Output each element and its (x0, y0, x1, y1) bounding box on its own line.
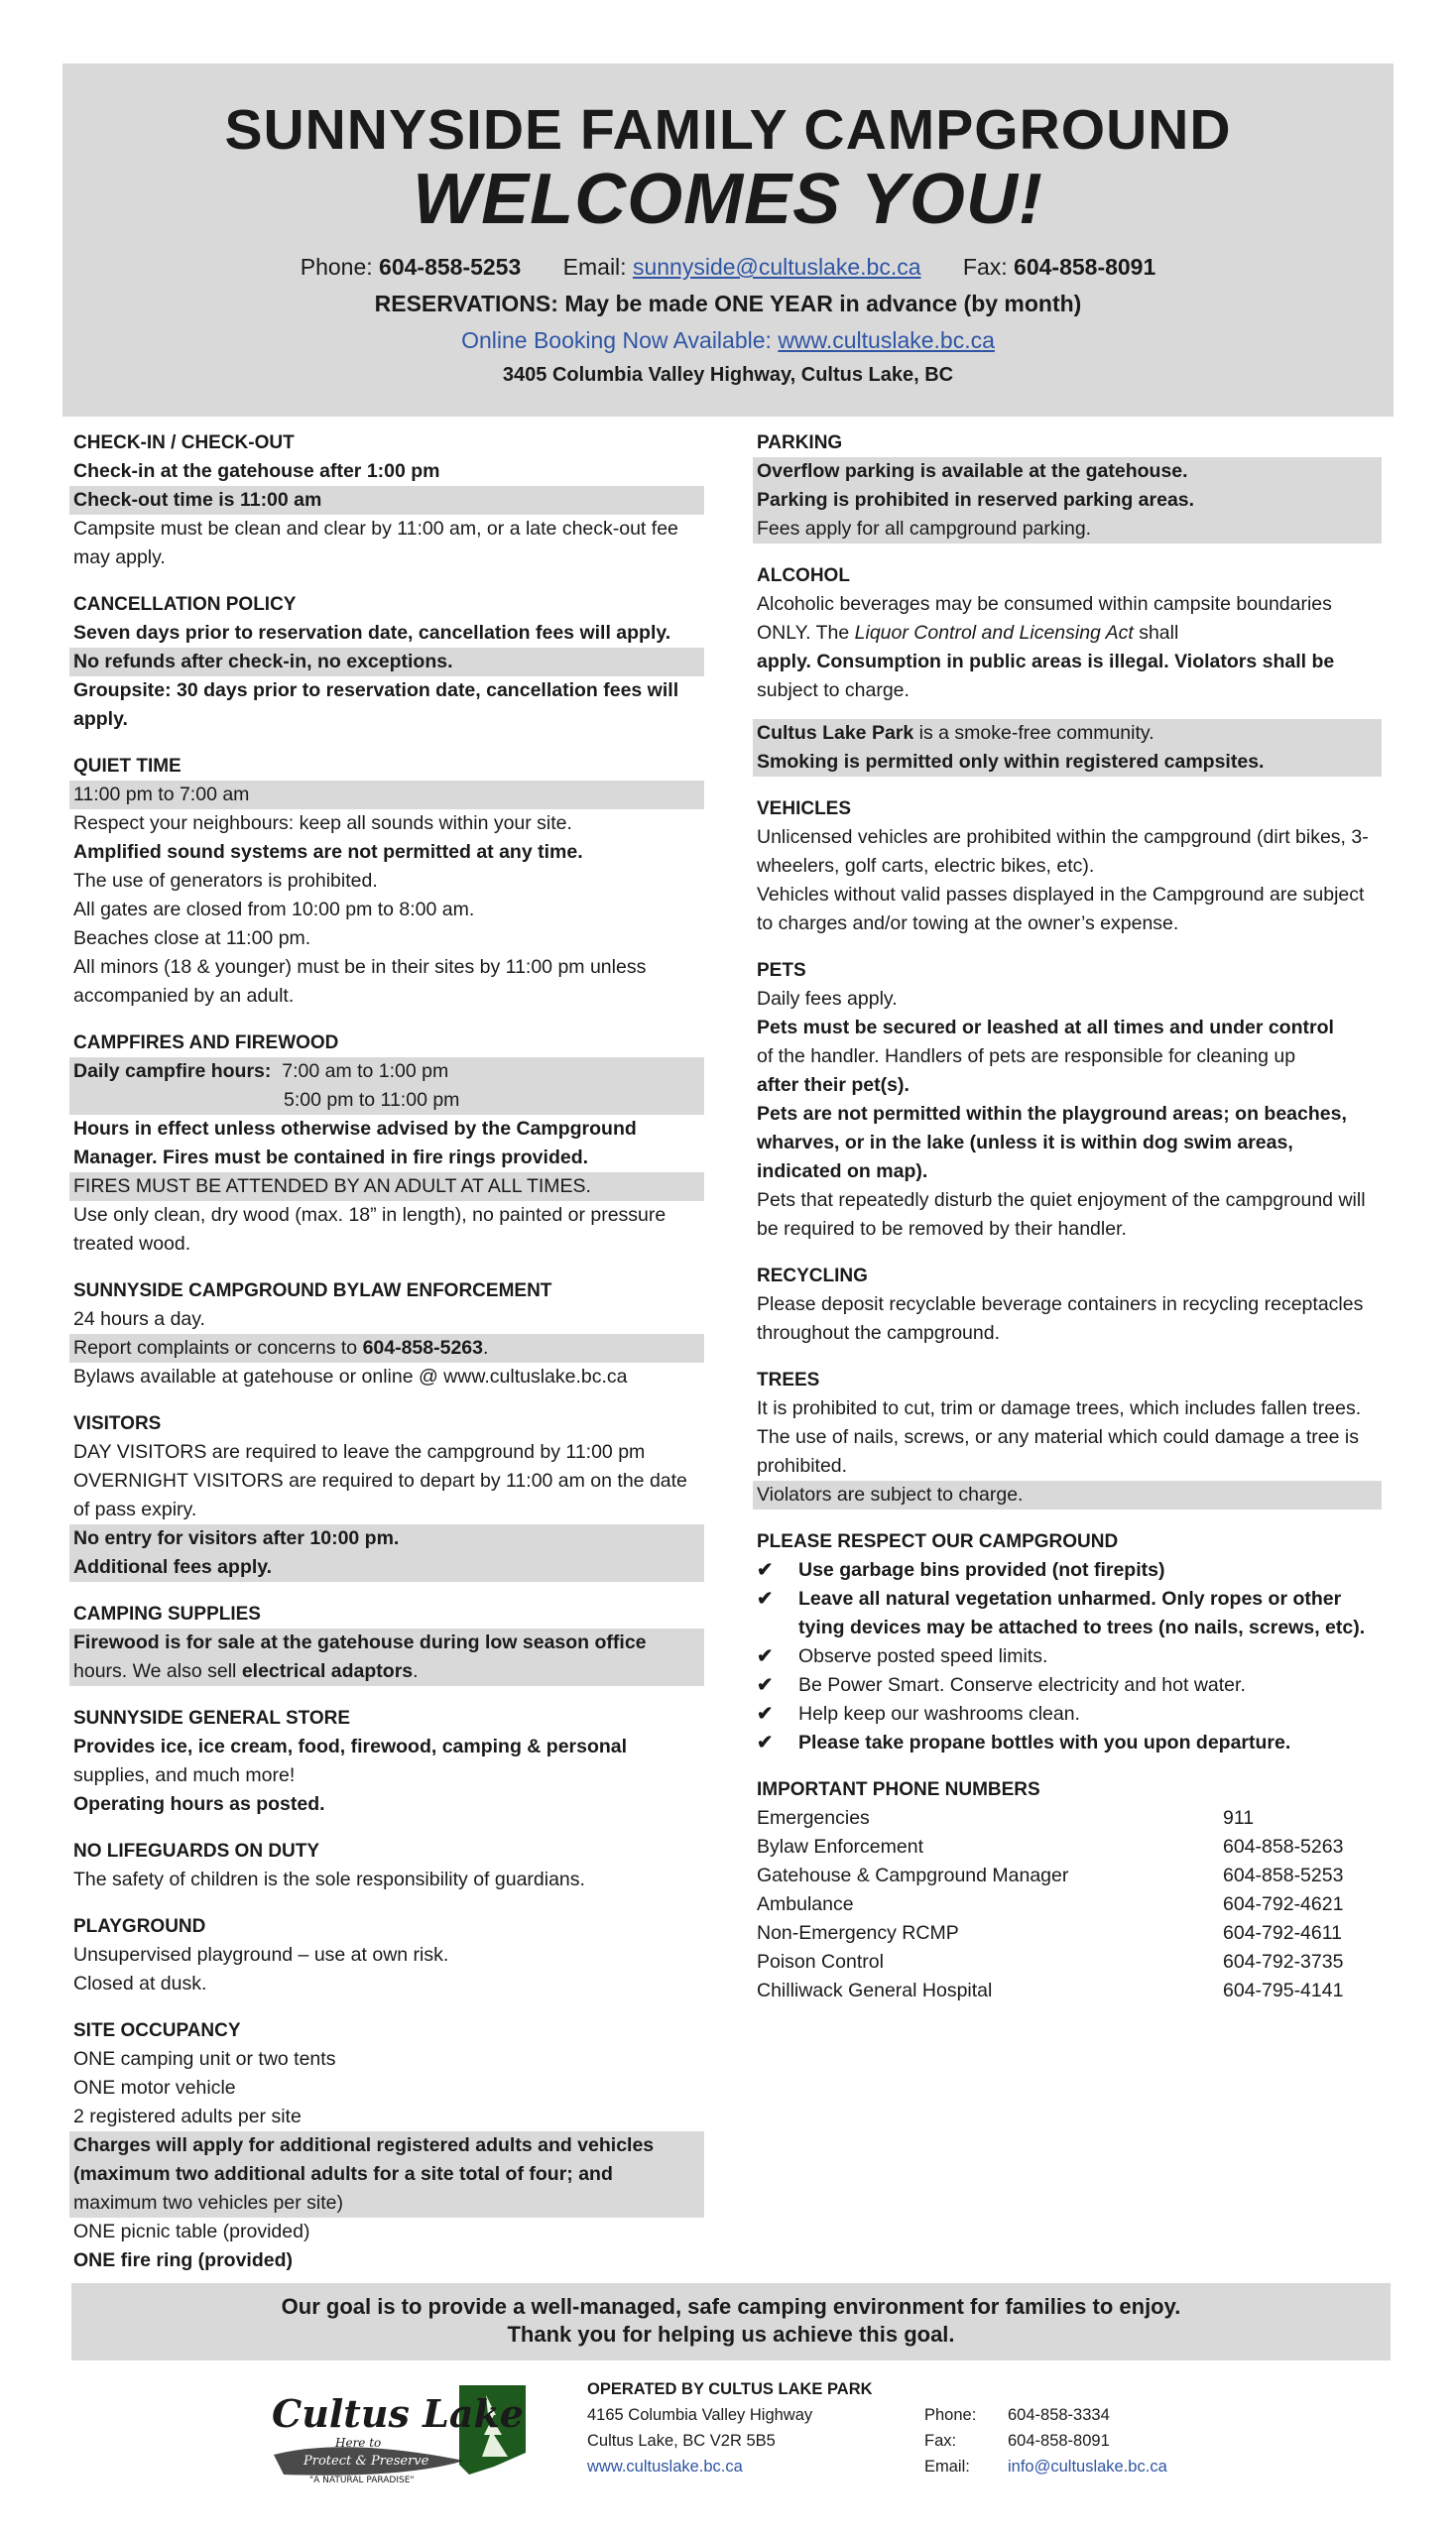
fax-number: 604-858-8091 (1014, 254, 1156, 280)
section-quiet-time (73, 752, 704, 1011)
bylaw-phone: 604-858-5263 (362, 1337, 483, 1359)
campfire-hours-evening: 5:00 pm to 11:00 pm (284, 1089, 460, 1111)
section-visitors (73, 1409, 704, 1582)
phone-number: 604-792-4611 (1223, 1922, 1342, 1944)
visitor-rule: DAY VISITORS are required to leave the campground by 11:00 pm (73, 1441, 646, 1463)
header-banner (62, 63, 1394, 417)
operator-email (924, 2454, 1167, 2479)
section-site-occupancy (73, 2016, 704, 2275)
tree-rule: The use of nails, screws, or any material which could damage a tree is prohibited. (757, 1426, 1359, 1477)
page-subtitle: WELCOMES YOU! (413, 160, 1043, 239)
campfire-rule: Use only clean, dry wood (max. 18” in length), no painted or pressure treated wood. (73, 1204, 667, 1255)
section-recycling (757, 1262, 1382, 1348)
section-parking (757, 428, 1382, 544)
tree-rule: Violators are subject to charge. (753, 1481, 1382, 1510)
pet-rule: after their pet(s). (757, 1074, 910, 1096)
section-heading: SUNNYSIDE CAMPGROUND BYLAW ENFORCEMENT (73, 1280, 552, 1301)
section-heading: TREES (757, 1370, 820, 1390)
checklist-text: Leave all natural vegetation unharmed. Only ropes or other tying devices may be attached to trees (no nails, screws, etc). (798, 1588, 1366, 1638)
checklist-item (757, 1556, 1382, 1585)
occupancy-charges: maximum two vehicles per site) (69, 2189, 704, 2218)
quiet-rule: Respect your neighbours: keep all sounds within your site. (73, 812, 572, 834)
checklist-item (757, 1642, 1382, 1671)
phone-name: Ambulance (757, 1893, 854, 1915)
bylaw-hours: 24 hours a day. (73, 1308, 205, 1330)
section-heading: NO LIFEGUARDS ON DUTY (73, 1841, 320, 1862)
supplies-firewood: Firewood is for sale at the gatehouse during low season office (69, 1629, 704, 1657)
phone-number: 604-792-3735 (1223, 1951, 1344, 1973)
smoke-free-note (753, 719, 1382, 748)
store-text: supplies, and much more! (73, 1764, 296, 1786)
store-hours: Operating hours as posted. (73, 1793, 325, 1815)
phone-label: Phone: (924, 2406, 977, 2424)
section-heading: PETS (757, 960, 806, 981)
operator-info (587, 2376, 873, 2479)
phone-number: 911 (1223, 1807, 1255, 1829)
occupancy-rule: ONE fire ring (provided) (73, 2249, 294, 2271)
quiet-rule: Amplified sound systems are not permitted at any time. (73, 841, 583, 863)
playground-note: Closed at dusk. (73, 1973, 207, 1995)
operator-phone (924, 2402, 1167, 2428)
section-trees (757, 1366, 1382, 1510)
section-heading: VISITORS (73, 1413, 162, 1434)
page-title: SUNNYSIDE FAMILY CAMPGROUND (224, 98, 1232, 162)
operator-title: OPERATED BY CULTUS LAKE PARK (587, 2380, 873, 2398)
checkmark-icon: ✔ (757, 1645, 774, 1667)
operator-website-link[interactable]: www.cultuslake.bc.ca (587, 2458, 743, 2476)
checklist-text: Please take propane bottles with you upon departure. (798, 1732, 1291, 1753)
tree-rule: It is prohibited to cut, trim or damage trees, which includes fallen trees. (757, 1397, 1362, 1419)
checklist-text: Help keep our washrooms clean. (798, 1703, 1080, 1725)
email-label: Email: (924, 2458, 970, 2476)
goal-text: Our goal is to provide a well-managed, safe camping environment for families to enjoy. (281, 2294, 1181, 2319)
section-lifeguards (73, 1837, 704, 1894)
section-alcohol (757, 561, 1382, 777)
checkmark-icon: ✔ (757, 1588, 774, 1610)
campfire-rule: Hours in effect unless otherwise advised by the Campground Manager. Fires must be contained in fire rings provided. (73, 1118, 637, 1168)
checklist-text: Use garbage bins provided (not firepits) (798, 1559, 1165, 1581)
phone-row (757, 1919, 1343, 1948)
liquor-act: Liquor Control and Licensing Act (854, 622, 1134, 644)
phone-number: 604-858-5253 (379, 254, 522, 280)
checkout-note: Campsite must be clean and clear by 11:00 am, or a late check-out fee may apply. (73, 518, 678, 568)
section-heading: QUIET TIME (73, 756, 182, 777)
fax-label: Fax: (924, 2432, 957, 2450)
alcohol-rule (757, 590, 1382, 648)
section-heading: PLEASE RESPECT OUR CAMPGROUND (757, 1531, 1119, 1552)
section-heading: PARKING (757, 432, 843, 453)
section-heading: CAMPING SUPPLIES (73, 1604, 261, 1625)
parking-rule: Overflow parking is available at the gatehouse. (753, 457, 1382, 486)
logo-tagline: Here to (335, 2436, 382, 2450)
checklist-text: Be Power Smart. Conserve electricity and hot water. (798, 1674, 1246, 1696)
visitor-rule: No entry for visitors after 10:00 pm. (69, 1524, 704, 1553)
vehicle-rule: Vehicles without valid passes displayed in the Campground are subject to charges and/or towing at the owner’s expense. (757, 884, 1365, 934)
phone-row (757, 1977, 1343, 2005)
section-heading: CAMPFIRES AND FIREWOOD (73, 1032, 339, 1053)
operator-address: 4165 Columbia Valley Highway (587, 2406, 813, 2424)
occupancy-rule: ONE camping unit or two tents (73, 2048, 336, 2070)
recycling-note: Please deposit recyclable beverage containers in recycling receptacles throughout the campground. (757, 1293, 1364, 1344)
booking-link[interactable]: www.cultuslake.bc.ca (778, 327, 995, 353)
quiet-rule: The use of generators is prohibited. (73, 870, 378, 892)
checklist-item (757, 1671, 1382, 1700)
quiet-hours: 11:00 pm to 7:00 am (69, 781, 704, 809)
goal-thanks: Thank you for helping us achieve this goal. (507, 2322, 955, 2347)
phone-number: 604-858-5253 (1223, 1865, 1344, 1886)
store-text: Provides ice, ice cream, food, firewood, camping & personal (73, 1736, 628, 1757)
occupancy-charges: Charges will apply for additional registered adults and vehicles (maximum two additional adults for a site total of four; and (69, 2131, 704, 2189)
goal-banner (71, 2283, 1391, 2360)
pet-rule: Pets are not permitted within the playground areas; on beaches, wharves, or in the lake (unless it is within dog swim areas, indicated on map). (757, 1103, 1347, 1182)
occupancy-rule: ONE picnic table (provided) (73, 2221, 310, 2242)
section-heading: SUNNYSIDE GENERAL STORE (73, 1708, 351, 1729)
left-column (73, 428, 704, 2293)
parking-rule: Fees apply for all campground parking. (753, 515, 1382, 544)
smoking-rule: Smoking is permitted only within registered campsites. (753, 748, 1382, 777)
section-playground (73, 1912, 704, 1998)
cancel-rule: Seven days prior to reservation date, cancellation fees will apply. (73, 622, 671, 644)
section-pets (757, 956, 1382, 1244)
logo-tagline: Protect & Preserve (303, 2454, 429, 2469)
reservations-note: RESERVATIONS: May be made ONE YEAR in advance (by month) (374, 291, 1082, 316)
operator-contact (924, 2402, 1167, 2479)
contact-line (62, 254, 1394, 281)
section-heading: SITE OCCUPANCY (73, 2020, 241, 2041)
checklist-text: Observe posted speed limits. (798, 1645, 1048, 1667)
checkmark-icon: ✔ (757, 1559, 774, 1581)
operator-address: Cultus Lake, BC V2R 5B5 (587, 2432, 776, 2450)
visitor-rule: Additional fees apply. (69, 1553, 704, 1582)
online-booking-text: Online Booking Now Available: (461, 327, 772, 353)
bylaw-report: Report complaints or concerns to 604-858-5263. (69, 1334, 704, 1363)
occupancy-rule: ONE motor vehicle (73, 2077, 236, 2099)
section-heading: PLAYGROUND (73, 1916, 206, 1937)
phone-row (757, 1862, 1343, 1890)
smoke-free-text: is a smoke-free community. (918, 722, 1154, 744)
email-link[interactable]: sunnyside@cultuslake.bc.ca (632, 254, 921, 280)
quiet-rule: All minors (18 & younger) must be in their sites by 11:00 pm unless accompanied by an adult. (73, 956, 647, 1007)
section-general-store (73, 1704, 704, 1819)
address: 3405 Columbia Valley Highway, Cultus Lake, BC (502, 364, 954, 386)
checkmark-icon: ✔ (757, 1674, 774, 1696)
section-vehicles (757, 794, 1382, 938)
checkmark-icon: ✔ (757, 1703, 774, 1725)
section-heading: CHECK-IN / CHECK-OUT (73, 432, 295, 453)
online-booking (62, 327, 1394, 354)
section-heading: VEHICLES (757, 798, 852, 819)
section-cancellation (73, 590, 704, 734)
checklist-item (757, 1729, 1382, 1757)
alcohol-text: Alcoholic beverages may be consumed within campsite boundaries ONLY. The (757, 593, 1332, 644)
right-column (757, 428, 1382, 2023)
phone-label: Phone: (300, 254, 373, 280)
groupsite-rule: Groupsite: 30 days prior to reservation date, cancellation fees will apply. (73, 679, 679, 730)
checkin-time: Check-in at the gatehouse after 1:00 pm (73, 460, 440, 482)
section-supplies (73, 1600, 704, 1686)
alcohol-rule: apply. Consumption in public areas is illegal. Violators shall be (757, 651, 1335, 672)
section-phone-numbers (757, 1775, 1382, 2005)
bylaw-report-text: Report complaints or concerns to (73, 1337, 358, 1359)
alcohol-rule: subject to charge. (757, 679, 910, 701)
email-link[interactable]: info@cultuslake.bc.ca (1008, 2458, 1167, 2476)
supplies-adaptor-bold: electrical adaptors (241, 1660, 414, 1682)
refund-rule: No refunds after check-in, no exceptions. (69, 648, 704, 676)
fax-value: 604-858-8091 (1008, 2432, 1110, 2450)
visitor-rule: OVERNIGHT VISITORS are required to depart by 11:00 am on the date of pass expiry. (73, 1470, 687, 1520)
quiet-rule: All gates are closed from 10:00 pm to 8:00 am. (73, 899, 475, 920)
pet-rule: of the handler. Handlers of pets are responsible for cleaning up (757, 1045, 1296, 1067)
email-label: Email: (562, 254, 627, 280)
phone-name: Gatehouse & Campground Manager (757, 1865, 1069, 1886)
phone-number: 604-858-5263 (1223, 1836, 1344, 1858)
checkmark-icon: ✔ (757, 1732, 774, 1753)
occupancy-rule: 2 registered adults per site (73, 2106, 302, 2127)
section-heading: ALCOHOL (757, 565, 850, 586)
checklist-item (757, 1585, 1382, 1642)
phone-row (757, 1804, 1343, 1833)
fax-label: Fax: (962, 254, 1008, 280)
section-heading: CANCELLATION POLICY (73, 594, 297, 615)
phone-row (757, 1890, 1343, 1919)
section-bylaw (73, 1276, 704, 1391)
lifeguard-note: The safety of children is the sole responsibility of guardians. (73, 1869, 585, 1890)
cultus-lake-logo (266, 2375, 534, 2489)
phone-value: 604-858-3334 (1008, 2406, 1110, 2424)
phone-number: 604-795-4141 (1223, 1980, 1344, 2001)
pet-rule: Pets must be secured or leashed at all times and under control (757, 1017, 1334, 1038)
logo-wordmark: Cultus Lake (272, 2391, 524, 2436)
campfire-rule: FIRES MUST BE ATTENDED BY AN ADULT AT ALL TIMES. (69, 1172, 704, 1201)
section-campfires (73, 1028, 704, 1259)
pet-rule: Pets that repeatedly disturb the quiet enjoyment of the campground will be required to be removed by their handler. (757, 1189, 1366, 1240)
phone-name: Poison Control (757, 1951, 884, 1973)
alcohol-text: shall (1139, 622, 1179, 644)
vehicle-rule: Unlicensed vehicles are prohibited within the campground (dirt bikes, 3-wheelers, golf carts, electric bikes, etc). (757, 826, 1369, 877)
phone-name: Bylaw Enforcement (757, 1836, 923, 1858)
campfire-hours-label: Daily campfire hours: (73, 1060, 272, 1082)
park-name: Cultus Lake Park (757, 722, 914, 744)
section-respect (757, 1527, 1382, 1757)
parking-rule: Parking is prohibited in reserved parking areas. (753, 486, 1382, 515)
section-heading: RECYCLING (757, 1266, 868, 1286)
phone-row (757, 1833, 1343, 1862)
quiet-rule: Beaches close at 11:00 pm. (73, 927, 311, 949)
pet-rule: Daily fees apply. (757, 988, 898, 1010)
phone-name: Chilliwack General Hospital (757, 1980, 993, 2001)
supplies-adaptors: hours. We also sell electrical adaptors. (69, 1657, 704, 1686)
phone-number: 604-792-4621 (1223, 1893, 1344, 1915)
bylaw-online: Bylaws available at gatehouse or online @ www.cultuslake.bc.ca (73, 1366, 628, 1388)
section-heading: IMPORTANT PHONE NUMBERS (757, 1779, 1040, 1800)
phone-table (757, 1804, 1343, 2005)
operator-fax (924, 2428, 1167, 2454)
phone-row (757, 1948, 1343, 1977)
supplies-text: hours. We also sell (73, 1660, 237, 1682)
playground-note: Unsupervised playground – use at own risk. (73, 1944, 449, 1966)
section-checkin (73, 428, 704, 572)
logo-motto: "A NATURAL PARADISE" (309, 2476, 415, 2485)
campfire-hours-morning: 7:00 am to 1:00 pm (282, 1060, 449, 1082)
checklist-item (757, 1700, 1382, 1729)
checkout-time: Check-out time is 11:00 am (69, 486, 704, 515)
phone-name: Emergencies (757, 1807, 870, 1829)
campfire-hours (69, 1057, 704, 1115)
phone-name: Non-Emergency RCMP (757, 1922, 959, 1944)
